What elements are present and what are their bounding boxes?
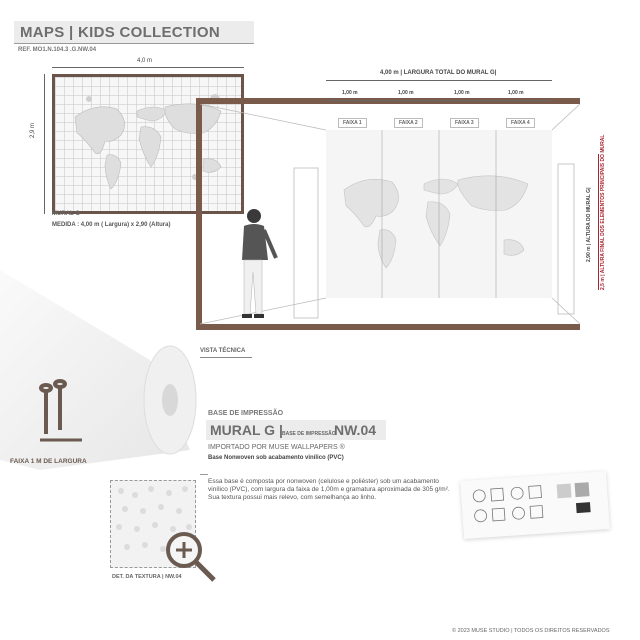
page-title: MAPS | KIDS COLLECTION [20, 24, 220, 41]
final-height-label: 2,5 m | ALTURA FINAL DOS ELEMENTOS PRINCIPAIS DO MURAL [600, 134, 606, 290]
mural-height-label: 2,9 m [30, 122, 36, 138]
footer-copyright: © 2023 MUSE STUDIO | TODOS OS DIREITOS RESERVADOS [452, 628, 610, 634]
final-height-line [598, 154, 599, 290]
print-base-section-label: BASE DE IMPRESSÃO [208, 410, 284, 417]
print-base-description: Essa base é composta por nonwoven (celulose e poliéster) sob um acabamento vinílico (PVC), com largura da faixa de 1,00m e gramatura aproximada de 305 g/m². Sua textura possui mais relevo, com semelhança ao linho. [208, 478, 450, 501]
technical-view-label: VISTA TÉCNICA [200, 348, 246, 354]
mural-wall [326, 130, 552, 298]
height-dimension-line [44, 74, 45, 214]
width-dimension-line [52, 67, 244, 68]
rolls-icon [38, 376, 84, 442]
product-label-card [460, 471, 610, 539]
mural-dimensions: MEDIDA : 4,00 m ( Largura) x 2,90 (Altura) [52, 222, 171, 228]
mural-width-label: 4,0 m [137, 58, 153, 64]
imported-by: IMPORTADO POR MUSE WALLPAPERS ® [208, 444, 345, 451]
print-base-mural-label: MURAL G | [210, 422, 283, 438]
strip-width-3: 1,00 m [454, 90, 470, 96]
desc-connector [200, 474, 208, 475]
care-symbols [460, 471, 610, 539]
mural-on-wall [326, 130, 552, 298]
texture-detail-label: DET. DA TEXTURA | NW.04 [112, 574, 182, 580]
print-base-small-label: BASE DE IMPRESSÃO [282, 431, 336, 437]
reference-code: REF. MO1.N.104.3 .G.NW.04 [18, 47, 97, 53]
strip-label-1: FAIXA 1 [338, 118, 367, 128]
strip-label-2: FAIXA 2 [394, 118, 423, 128]
strip-width-4: 1,00 m [508, 90, 524, 96]
roll-width-label: FAIXA 1 M DE LARGURA [10, 458, 87, 465]
strip-label-3: FAIXA 3 [450, 118, 479, 128]
mural-name: MURAL G [52, 211, 80, 217]
strip-label-4: FAIXA 4 [506, 118, 535, 128]
total-width-line [326, 80, 552, 81]
strip-width-2: 1,00 m [398, 90, 414, 96]
base-type: Base Nonwoven sob acabamento vinílico (PVC) [208, 455, 344, 461]
print-base-code: NW.04 [334, 422, 377, 438]
wallpaper-roll [0, 250, 210, 480]
strip-width-1: 1,00 m [342, 90, 358, 96]
total-width-label: 4,00 m | LARGURA TOTAL DO MURAL G| [380, 70, 497, 76]
strip-width-line [326, 100, 552, 101]
person-figure [232, 206, 280, 326]
mural-height-room-label: 2,90 m | ALTURA DO MURAL G| [586, 187, 592, 262]
